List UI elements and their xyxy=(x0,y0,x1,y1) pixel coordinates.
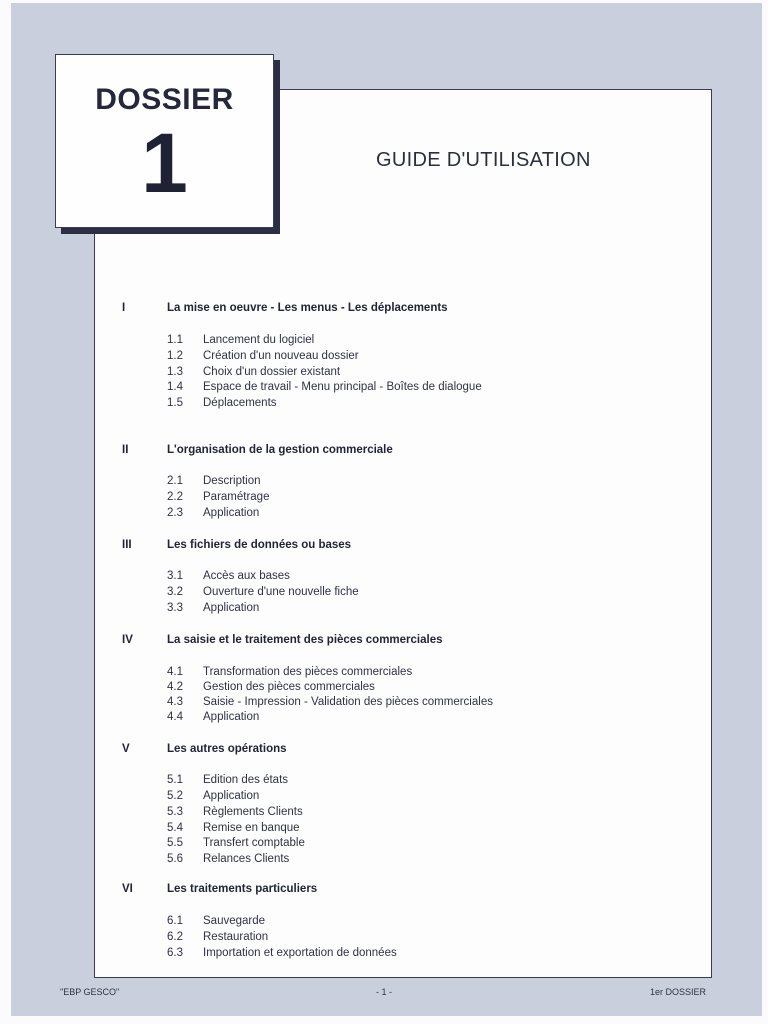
toc-item-label: Relances Clients xyxy=(203,853,290,865)
toc-item-number: 6.3 xyxy=(167,947,183,959)
toc-item-number: 5.5 xyxy=(167,837,183,849)
toc-item-label: Espace de travail - Menu principal - Boîtes de dialogue xyxy=(203,381,482,393)
toc-item-number: 3.2 xyxy=(167,586,183,598)
toc-item-number: 3.1 xyxy=(167,570,183,582)
dossier-box xyxy=(55,54,274,228)
toc-item-label: Choix d'un dossier existant xyxy=(203,366,341,378)
section-number: II xyxy=(122,444,129,456)
toc-item-label: Transformation des pièces commerciales xyxy=(203,666,413,678)
section-title: Les fichiers de données ou bases xyxy=(167,539,352,551)
toc-item-number: 2.3 xyxy=(167,507,183,519)
toc-item-label: Importation et exportation de données xyxy=(203,947,397,959)
toc-item-label: Application xyxy=(203,602,260,614)
section-number: V xyxy=(122,743,130,755)
toc-item-label: Remise en banque xyxy=(203,822,300,834)
dossier-number: 1 xyxy=(141,116,188,210)
section-title: Les autres opérations xyxy=(167,743,287,755)
footer-left: "EBP GESCO" xyxy=(60,987,120,997)
section-title: La saisie et le traitement des pièces commerciales xyxy=(167,634,443,646)
toc-item-number: 3.3 xyxy=(167,602,183,614)
toc-item-number: 4.3 xyxy=(167,696,183,708)
toc-item-number: 5.3 xyxy=(167,806,183,818)
toc-item-number: 5.1 xyxy=(167,774,183,786)
toc-item-label: Paramétrage xyxy=(203,491,270,503)
section-number: IV xyxy=(122,634,133,646)
toc-item-label: Accès aux bases xyxy=(203,570,290,582)
toc-item-number: 1.5 xyxy=(167,397,183,409)
section-title: La mise en oeuvre - Les menus - Les déplacements xyxy=(167,302,448,314)
toc-item-number: 5.2 xyxy=(167,790,183,802)
footer-right: 1er DOSSIER xyxy=(650,987,707,997)
toc-item-label: Gestion des pièces commerciales xyxy=(203,681,375,693)
toc-item-number: 4.2 xyxy=(167,681,183,693)
toc-item-number: 2.2 xyxy=(167,491,183,503)
toc-item-label: Déplacements xyxy=(203,397,277,409)
toc-item-number: 1.4 xyxy=(167,381,183,393)
toc-item-label: Création d'un nouveau dossier xyxy=(203,350,359,362)
section-number: III xyxy=(122,539,132,551)
toc-item-label: Lancement du logiciel xyxy=(203,334,315,346)
section-number: I xyxy=(122,302,126,314)
footer-page-number: - 1 - xyxy=(376,987,393,997)
toc-item-number: 4.4 xyxy=(167,711,183,723)
toc-item-label: Ouverture d'une nouvelle fiche xyxy=(203,586,359,598)
toc-item-label: Application xyxy=(203,790,260,802)
toc-item-label: Saisie - Impression - Validation des pièces commerciales xyxy=(203,696,493,708)
toc-item-label: Règlements Clients xyxy=(203,806,303,818)
toc-item-label: Transfert comptable xyxy=(203,837,305,849)
toc-item-number: 1.3 xyxy=(167,366,183,378)
toc-item-label: Edition des états xyxy=(203,774,289,786)
section-title: L'organisation de la gestion commerciale xyxy=(167,444,393,456)
toc-item-number: 6.2 xyxy=(167,931,183,943)
toc-item-number: 4.1 xyxy=(167,666,183,678)
section-number: VI xyxy=(122,883,133,895)
toc-item-number: 1.2 xyxy=(167,350,183,362)
toc-item-number: 5.6 xyxy=(167,853,183,865)
guide-title: GUIDE D'UTILISATION xyxy=(376,149,591,171)
toc-item-number: 1.1 xyxy=(167,334,183,346)
toc-item-label: Application xyxy=(203,507,260,519)
toc-item-number: 6.1 xyxy=(167,915,183,927)
toc-item-label: Sauvegarde xyxy=(203,915,266,927)
toc-item-number: 2.1 xyxy=(167,475,183,487)
section-title: Les traitements particuliers xyxy=(167,883,318,895)
toc-item-label: Restauration xyxy=(203,931,269,943)
toc-item-label: Description xyxy=(203,475,261,487)
toc-item-label: Application xyxy=(203,711,260,723)
dossier-label: DOSSIER xyxy=(95,83,234,116)
toc-item-number: 5.4 xyxy=(167,822,183,834)
